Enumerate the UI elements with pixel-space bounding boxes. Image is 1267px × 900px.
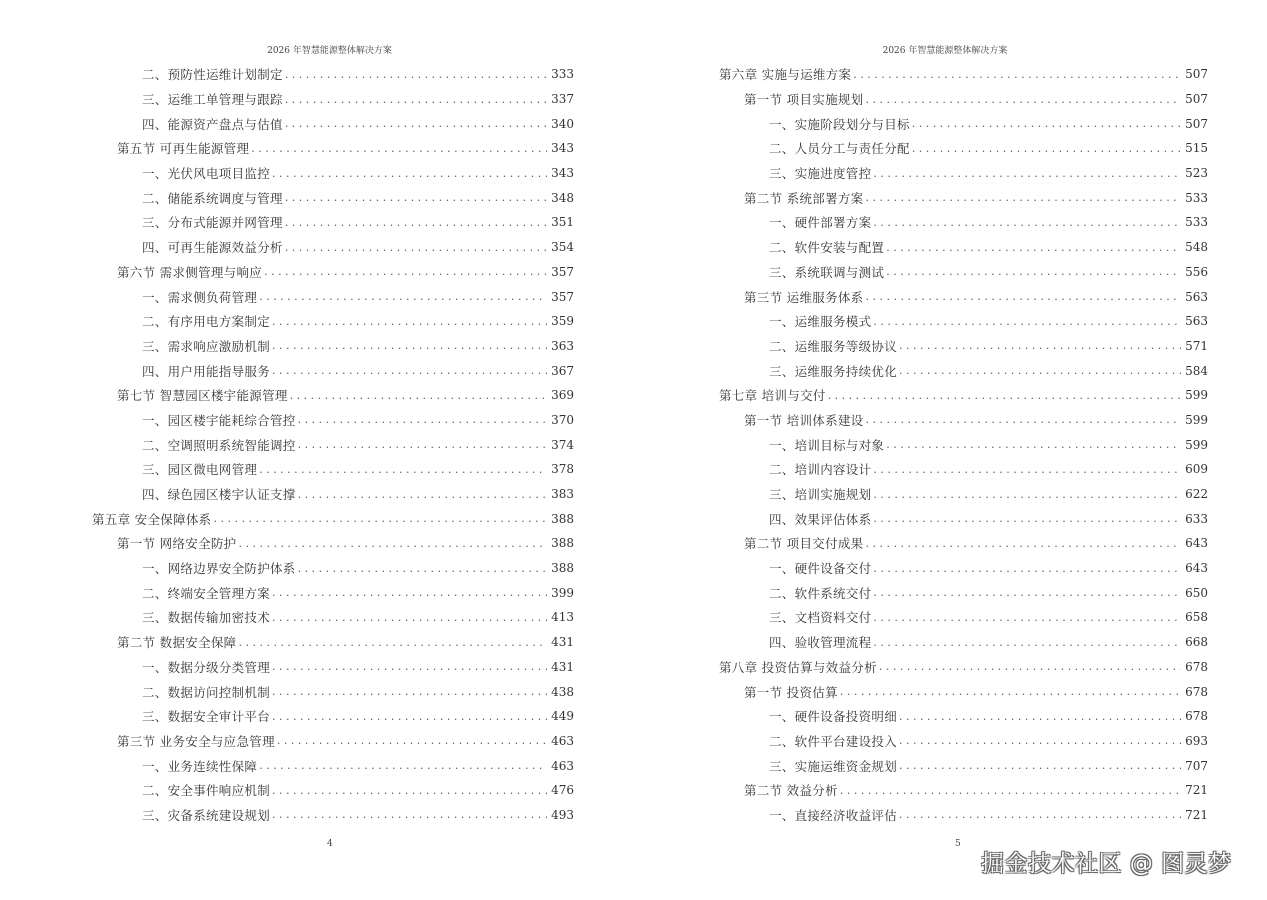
- toc-section-entry[interactable]: [92, 136, 574, 161]
- toc-entry-label: 第三节 运维服务体系: [744, 289, 864, 305]
- toc-entry-page: 658: [1185, 610, 1208, 625]
- toc-entry-label: 第一节 培训体系建设: [744, 412, 864, 428]
- toc-subsection-entry[interactable]: [719, 753, 1208, 778]
- toc-entry-page: 388: [551, 511, 574, 526]
- toc-entry-label: 二、空调照明系统智能调控: [142, 437, 296, 453]
- toc-entry-page: 507: [1185, 116, 1208, 131]
- toc-subsection-entry[interactable]: [92, 556, 574, 581]
- toc-entry-page: 413: [551, 610, 574, 625]
- toc-entry-label: 第二节 数据安全保障: [117, 635, 237, 651]
- toc-entry-label: 一、硬件部署方案: [769, 215, 872, 231]
- toc-subsection-entry[interactable]: [92, 605, 574, 630]
- dot-leader: [298, 438, 547, 451]
- toc-entry-label: 三、数据安全审计平台: [142, 709, 271, 725]
- toc-entry-page: 370: [551, 412, 574, 427]
- dot-leader: [865, 93, 1181, 106]
- toc-entry-page: 359: [551, 314, 574, 329]
- dot-leader: [285, 68, 547, 81]
- dot-leader: [865, 191, 1181, 204]
- toc-entry-page: 463: [551, 733, 574, 748]
- toc-entry-label: 一、硬件设备交付: [769, 561, 872, 577]
- toc-entry-page: 431: [551, 635, 574, 650]
- toc-entry-label: 第八章 投资估算与效益分析: [719, 659, 877, 675]
- dot-leader: [272, 167, 547, 180]
- toc-section-entry[interactable]: [719, 679, 1208, 704]
- toc-entry-page: 343: [551, 166, 574, 181]
- toc-entry-page: 463: [551, 758, 574, 773]
- toc-subsection-entry[interactable]: [92, 87, 574, 112]
- page-number: 4: [327, 839, 333, 849]
- dot-leader: [272, 339, 547, 352]
- toc-entry-page: 633: [1185, 511, 1208, 526]
- dot-leader: [259, 463, 547, 476]
- toc-entry-page: 476: [551, 783, 574, 798]
- toc-entry-label: 第二节 效益分析: [744, 783, 838, 799]
- toc-subsection-entry[interactable]: [92, 185, 574, 210]
- toc-subsection-entry[interactable]: [92, 161, 574, 186]
- toc-subsection-entry[interactable]: [719, 482, 1208, 507]
- toc-entry-page: 399: [551, 585, 574, 600]
- toc-subsection-entry[interactable]: [92, 482, 574, 507]
- toc-entry-page: 721: [1185, 807, 1208, 822]
- toc-entry-label: 三、实施运维资金规划: [769, 758, 898, 774]
- dot-leader: [899, 339, 1181, 352]
- toc-entry-label: 一、运维服务模式: [769, 314, 872, 330]
- dot-leader: [865, 413, 1181, 426]
- dot-leader: [886, 265, 1181, 278]
- toc-entry-label: 四、效果评估体系: [769, 511, 872, 527]
- toc-subsection-entry[interactable]: [719, 161, 1208, 186]
- toc-entry-page: 721: [1185, 783, 1208, 798]
- toc-entry-page: 556: [1185, 264, 1208, 279]
- dot-leader: [285, 216, 547, 229]
- toc-entry-label: 二、储能系统调度与管理: [142, 190, 283, 206]
- dot-leader: [912, 117, 1181, 130]
- toc-entry-page: 374: [551, 437, 574, 452]
- toc-entry-label: 四、验收管理流程: [769, 635, 872, 651]
- dot-leader: [272, 364, 547, 377]
- toc-entry-label: 第五节 可再生能源管理: [117, 141, 250, 157]
- toc-entry-label: 二、预防性运维计划制定: [142, 67, 283, 83]
- dot-leader: [879, 660, 1181, 673]
- toc-subsection-entry[interactable]: [719, 136, 1208, 161]
- right-page: [633, 0, 1267, 900]
- toc-entry-page: 363: [551, 338, 574, 353]
- toc-subsection-entry[interactable]: [719, 803, 1208, 828]
- dot-leader: [873, 512, 1181, 525]
- toc-section-entry[interactable]: [719, 778, 1208, 803]
- toc-entry-page: 388: [551, 561, 574, 576]
- dot-leader: [899, 734, 1181, 747]
- toc-entry-page: 523: [1185, 166, 1208, 181]
- dot-leader: [285, 241, 547, 254]
- toc-subsection-entry[interactable]: [92, 309, 574, 334]
- toc-entry-label: 第一节 投资估算: [744, 684, 838, 700]
- toc-entry-page: 369: [551, 388, 574, 403]
- table-of-contents: [719, 62, 1208, 827]
- dot-leader: [912, 142, 1181, 155]
- toc-chapter-entry[interactable]: [719, 655, 1208, 680]
- dot-leader: [865, 537, 1181, 550]
- dot-leader: [828, 389, 1181, 402]
- toc-subsection-entry[interactable]: [719, 358, 1208, 383]
- toc-section-entry[interactable]: [719, 185, 1208, 210]
- dot-leader: [213, 512, 547, 525]
- toc-entry-label: 第一节 项目实施规划: [744, 92, 864, 108]
- toc-entry-label: 一、培训目标与对象: [769, 437, 885, 453]
- dot-leader: [873, 488, 1181, 501]
- toc-subsection-entry[interactable]: [92, 753, 574, 778]
- dot-leader: [865, 290, 1181, 303]
- dot-leader: [272, 710, 547, 723]
- toc-chapter-entry[interactable]: [719, 383, 1208, 408]
- dot-leader: [873, 315, 1181, 328]
- dot-leader: [272, 808, 547, 821]
- toc-subsection-entry[interactable]: [92, 408, 574, 433]
- toc-subsection-entry[interactable]: [719, 111, 1208, 136]
- toc-entry-page: 563: [1185, 289, 1208, 304]
- toc-entry-label: 四、可再生能源效益分析: [142, 240, 283, 256]
- toc-entry-page: 650: [1185, 585, 1208, 600]
- dot-leader: [251, 142, 547, 155]
- toc-entry-page: 643: [1185, 561, 1208, 576]
- toc-entry-label: 二、终端安全管理方案: [142, 585, 271, 601]
- dot-leader: [873, 636, 1181, 649]
- toc-entry-label: 一、网络边界安全防护体系: [142, 561, 296, 577]
- toc-entry-page: 383: [551, 487, 574, 502]
- toc-entry-label: 第六章 实施与运维方案: [719, 67, 852, 83]
- toc-chapter-entry[interactable]: [719, 62, 1208, 87]
- toc-section-entry[interactable]: [92, 531, 574, 556]
- toc-chapter-entry[interactable]: [92, 506, 574, 531]
- toc-subsection-entry[interactable]: [719, 729, 1208, 754]
- toc-entry-page: 707: [1185, 758, 1208, 773]
- toc-entry-page: 533: [1185, 215, 1208, 230]
- toc-entry-label: 二、安全事件响应机制: [142, 783, 271, 799]
- dot-leader: [853, 68, 1181, 81]
- dot-leader: [264, 265, 547, 278]
- toc-entry-page: 351: [551, 215, 574, 230]
- toc-entry-label: 一、硬件设备投资明细: [769, 709, 898, 725]
- dot-leader: [899, 759, 1181, 772]
- toc-entry-page: 571: [1185, 338, 1208, 353]
- toc-entry-label: 一、实施阶段划分与目标: [769, 116, 910, 132]
- toc-entry-page: 622: [1185, 487, 1208, 502]
- toc-entry-page: 563: [1185, 314, 1208, 329]
- toc-entry-page: 431: [551, 659, 574, 674]
- toc-subsection-entry[interactable]: [92, 62, 574, 87]
- toc-subsection-entry[interactable]: [92, 284, 574, 309]
- toc-subsection-entry[interactable]: [719, 580, 1208, 605]
- toc-subsection-entry[interactable]: [719, 334, 1208, 359]
- toc-entry-label: 二、软件平台建设投入: [769, 733, 898, 749]
- toc-section-entry[interactable]: [719, 408, 1208, 433]
- toc-entry-page: 348: [551, 190, 574, 205]
- toc-entry-page: 668: [1185, 635, 1208, 650]
- dot-leader: [272, 315, 547, 328]
- dot-leader: [272, 685, 547, 698]
- dot-leader: [873, 216, 1181, 229]
- toc-subsection-entry[interactable]: [92, 111, 574, 136]
- toc-entry-label: 二、数据访问控制机制: [142, 684, 271, 700]
- toc-entry-page: 354: [551, 240, 574, 255]
- toc-section-entry[interactable]: [719, 284, 1208, 309]
- toc-entry-label: 二、培训内容设计: [769, 462, 872, 478]
- toc-subsection-entry[interactable]: [719, 260, 1208, 285]
- toc-subsection-entry[interactable]: [92, 334, 574, 359]
- left-page: [0, 0, 633, 900]
- toc-entry-label: 第一节 网络安全防护: [117, 536, 237, 552]
- toc-entry-label: 三、文档资料交付: [769, 610, 872, 626]
- toc-entry-page: 533: [1185, 190, 1208, 205]
- toc-entry-label: 三、系统联调与测试: [769, 264, 885, 280]
- dot-leader: [238, 636, 547, 649]
- toc-entry-label: 三、园区微电网管理: [142, 462, 258, 478]
- toc-section-entry[interactable]: [719, 87, 1208, 112]
- toc-entry-page: 493: [551, 807, 574, 822]
- toc-entry-page: 678: [1185, 659, 1208, 674]
- toc-section-entry[interactable]: [719, 531, 1208, 556]
- toc-section-entry[interactable]: [92, 630, 574, 655]
- toc-entry-label: 二、软件系统交付: [769, 585, 872, 601]
- toc-subsection-entry[interactable]: [719, 235, 1208, 260]
- toc-subsection-entry[interactable]: [719, 704, 1208, 729]
- toc-entry-label: 第三节 业务安全与应急管理: [117, 733, 275, 749]
- page-number: 5: [955, 839, 961, 849]
- toc-entry-page: 599: [1185, 412, 1208, 427]
- toc-subsection-entry[interactable]: [92, 457, 574, 482]
- dot-leader: [899, 710, 1181, 723]
- toc-subsection-entry[interactable]: [719, 457, 1208, 482]
- toc-entry-page: 507: [1185, 92, 1208, 107]
- toc-entry-page: 643: [1185, 536, 1208, 551]
- watermark: 掘金技术社区 @ 图灵梦: [981, 851, 1232, 877]
- toc-entry-page: 515: [1185, 141, 1208, 156]
- toc-entry-label: 三、灾备系统建设规划: [142, 807, 271, 823]
- toc-entry-label: 四、绿色园区楼宇认证支撑: [142, 487, 296, 503]
- toc-entry-page: 378: [551, 462, 574, 477]
- toc-entry-label: 一、需求侧负荷管理: [142, 289, 258, 305]
- dot-leader: [238, 537, 547, 550]
- toc-subsection-entry[interactable]: [92, 655, 574, 680]
- table-of-contents: [92, 62, 574, 827]
- toc-entry-page: 337: [551, 92, 574, 107]
- dot-leader: [272, 586, 547, 599]
- dot-leader: [873, 562, 1181, 575]
- dot-leader: [298, 562, 547, 575]
- toc-entry-label: 三、数据传输加密技术: [142, 610, 271, 626]
- toc-subsection-entry[interactable]: [92, 358, 574, 383]
- toc-entry-label: 二、运维服务等级协议: [769, 338, 898, 354]
- toc-entry-label: 第六节 需求侧管理与响应: [117, 264, 263, 280]
- dot-leader: [272, 611, 547, 624]
- dot-leader: [840, 784, 1181, 797]
- toc-section-entry[interactable]: [92, 729, 574, 754]
- toc-entry-page: 599: [1185, 437, 1208, 452]
- dot-leader: [886, 241, 1181, 254]
- toc-section-entry[interactable]: [92, 260, 574, 285]
- toc-subsection-entry[interactable]: [92, 580, 574, 605]
- toc-entry-label: 二、软件安装与配置: [769, 240, 885, 256]
- toc-entry-label: 第七节 智慧园区楼宇能源管理: [117, 388, 288, 404]
- toc-entry-page: 438: [551, 684, 574, 699]
- dot-leader: [899, 808, 1181, 821]
- toc-entry-label: 一、数据分级分类管理: [142, 659, 271, 675]
- toc-entry-page: 388: [551, 536, 574, 551]
- toc-entry-label: 第五章 安全保障体系: [92, 511, 212, 527]
- toc-entry-label: 三、分布式能源并网管理: [142, 215, 283, 231]
- dot-leader: [899, 364, 1181, 377]
- dot-leader: [259, 290, 547, 303]
- dot-leader: [873, 586, 1181, 599]
- toc-entry-page: 333: [551, 67, 574, 82]
- toc-entry-label: 第二节 系统部署方案: [744, 190, 864, 206]
- toc-entry-page: 340: [551, 116, 574, 131]
- running-header: 2026 年智慧能源整体解决方案: [882, 46, 1008, 56]
- toc-entry-label: 一、直接经济收益评估: [769, 807, 898, 823]
- toc-subsection-entry[interactable]: [719, 432, 1208, 457]
- toc-subsection-entry[interactable]: [719, 630, 1208, 655]
- dot-leader: [873, 611, 1181, 624]
- toc-entry-page: 548: [1185, 240, 1208, 255]
- toc-entry-label: 一、园区楼宇能耗综合管控: [142, 412, 296, 428]
- toc-entry-label: 一、光伏风电项目监控: [142, 166, 271, 182]
- dot-leader: [277, 734, 547, 747]
- toc-subsection-entry[interactable]: [719, 506, 1208, 531]
- toc-entry-page: 599: [1185, 388, 1208, 403]
- toc-entry-page: 449: [551, 709, 574, 724]
- toc-entry-page: 367: [551, 363, 574, 378]
- toc-entry-label: 一、业务连续性保障: [142, 758, 258, 774]
- dot-leader: [285, 191, 547, 204]
- toc-entry-page: 584: [1185, 363, 1208, 378]
- toc-subsection-entry[interactable]: [719, 605, 1208, 630]
- dot-leader: [298, 413, 547, 426]
- toc-entry-label: 三、需求响应激励机制: [142, 338, 271, 354]
- dot-leader: [873, 463, 1181, 476]
- toc-entry-label: 二、人员分工与责任分配: [769, 141, 910, 157]
- toc-entry-label: 三、运维服务持续优化: [769, 363, 898, 379]
- toc-subsection-entry[interactable]: [92, 704, 574, 729]
- toc-entry-page: 678: [1185, 684, 1208, 699]
- running-header: 2026 年智慧能源整体解决方案: [267, 46, 392, 56]
- dot-leader: [290, 389, 547, 402]
- toc-entry-page: 357: [551, 264, 574, 279]
- toc-entry-label: 四、能源资产盘点与估值: [142, 116, 283, 132]
- toc-subsection-entry[interactable]: [719, 309, 1208, 334]
- toc-subsection-entry[interactable]: [92, 803, 574, 828]
- toc-entry-page: 693: [1185, 733, 1208, 748]
- toc-entry-page: 507: [1185, 67, 1208, 82]
- toc-entry-label: 三、实施进度管控: [769, 166, 872, 182]
- toc-subsection-entry[interactable]: [719, 556, 1208, 581]
- toc-subsection-entry[interactable]: [719, 210, 1208, 235]
- toc-subsection-entry[interactable]: [92, 679, 574, 704]
- toc-entry-label: 第七章 培训与交付: [719, 388, 826, 404]
- dot-leader: [272, 660, 547, 673]
- toc-subsection-entry[interactable]: [92, 210, 574, 235]
- dot-leader: [886, 438, 1181, 451]
- toc-entry-page: 609: [1185, 462, 1208, 477]
- toc-entry-label: 二、有序用电方案制定: [142, 314, 271, 330]
- toc-entry-page: 343: [551, 141, 574, 156]
- toc-subsection-entry[interactable]: [92, 432, 574, 457]
- toc-entry-label: 三、运维工单管理与跟踪: [142, 92, 283, 108]
- dot-leader: [873, 167, 1181, 180]
- toc-entry-page: 357: [551, 289, 574, 304]
- toc-subsection-entry[interactable]: [92, 235, 574, 260]
- toc-entry-page: 678: [1185, 709, 1208, 724]
- dot-leader: [285, 117, 547, 130]
- dot-leader: [285, 93, 547, 106]
- toc-section-entry[interactable]: [92, 383, 574, 408]
- dot-leader: [298, 488, 547, 501]
- toc-entry-label: 四、用户用能指导服务: [142, 363, 271, 379]
- toc-subsection-entry[interactable]: [92, 778, 574, 803]
- toc-entry-label: 第二节 项目交付成果: [744, 536, 864, 552]
- dot-leader: [259, 759, 547, 772]
- toc-entry-label: 三、培训实施规划: [769, 487, 872, 503]
- dot-leader: [272, 784, 547, 797]
- dot-leader: [840, 685, 1181, 698]
